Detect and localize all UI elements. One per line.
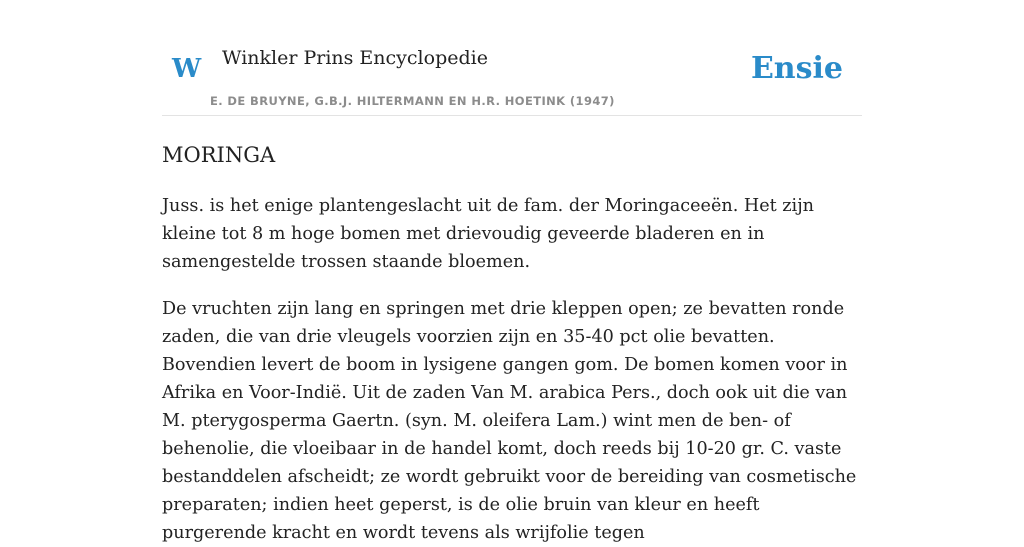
article-title: MORINGA <box>162 143 276 167</box>
header <box>162 40 862 116</box>
source-authors: E. DE BRUYNE, G.B.J. HILTERMANN EN H.R. HOETINK (1947) <box>210 94 615 108</box>
ensie-brand-link[interactable]: Ensie <box>750 51 843 86</box>
article <box>162 138 862 547</box>
source-title[interactable]: Winkler Prins Encyclopedie <box>222 47 488 69</box>
article-paragraph-2: De vruchten zijn lang en springen met drie kleppen open; ze bevatten ronde zaden, die van drie vleugels voorzien zijn en 35-40 pct olie bevatten. Bovendien levert de boom in lysigene gangen gom. De bomen komen voor in Afrika en Voor-Indië. Uit de zaden Van M. arabica Pers., doch ook uit die van M. pterygosperma Gaertn. (syn. M. oleifera Lam.) wint men de ben- of behenolie, die vloeibaar in de handel komt, doch reeds bij 10-20 gr. C. vaste bestanddelen afscheidt; ze wordt gebruikt voor de bereiding van cosmetische preparaten; indien heet geperst, is de olie bruin van kleur en heeft purgerende kracht en wordt tevens als wrijfolie tegen <box>162 299 857 543</box>
logo-w-icon[interactable]: W <box>172 54 202 84</box>
article-paragraph-1: Juss. is het enige plantengeslacht uit de fam. der Moringaceeën. Het zijn kleine tot 8 m hoge bomen met drievoudig geveerde bladeren en in samengestelde trossen staande bloemen. <box>162 196 814 272</box>
